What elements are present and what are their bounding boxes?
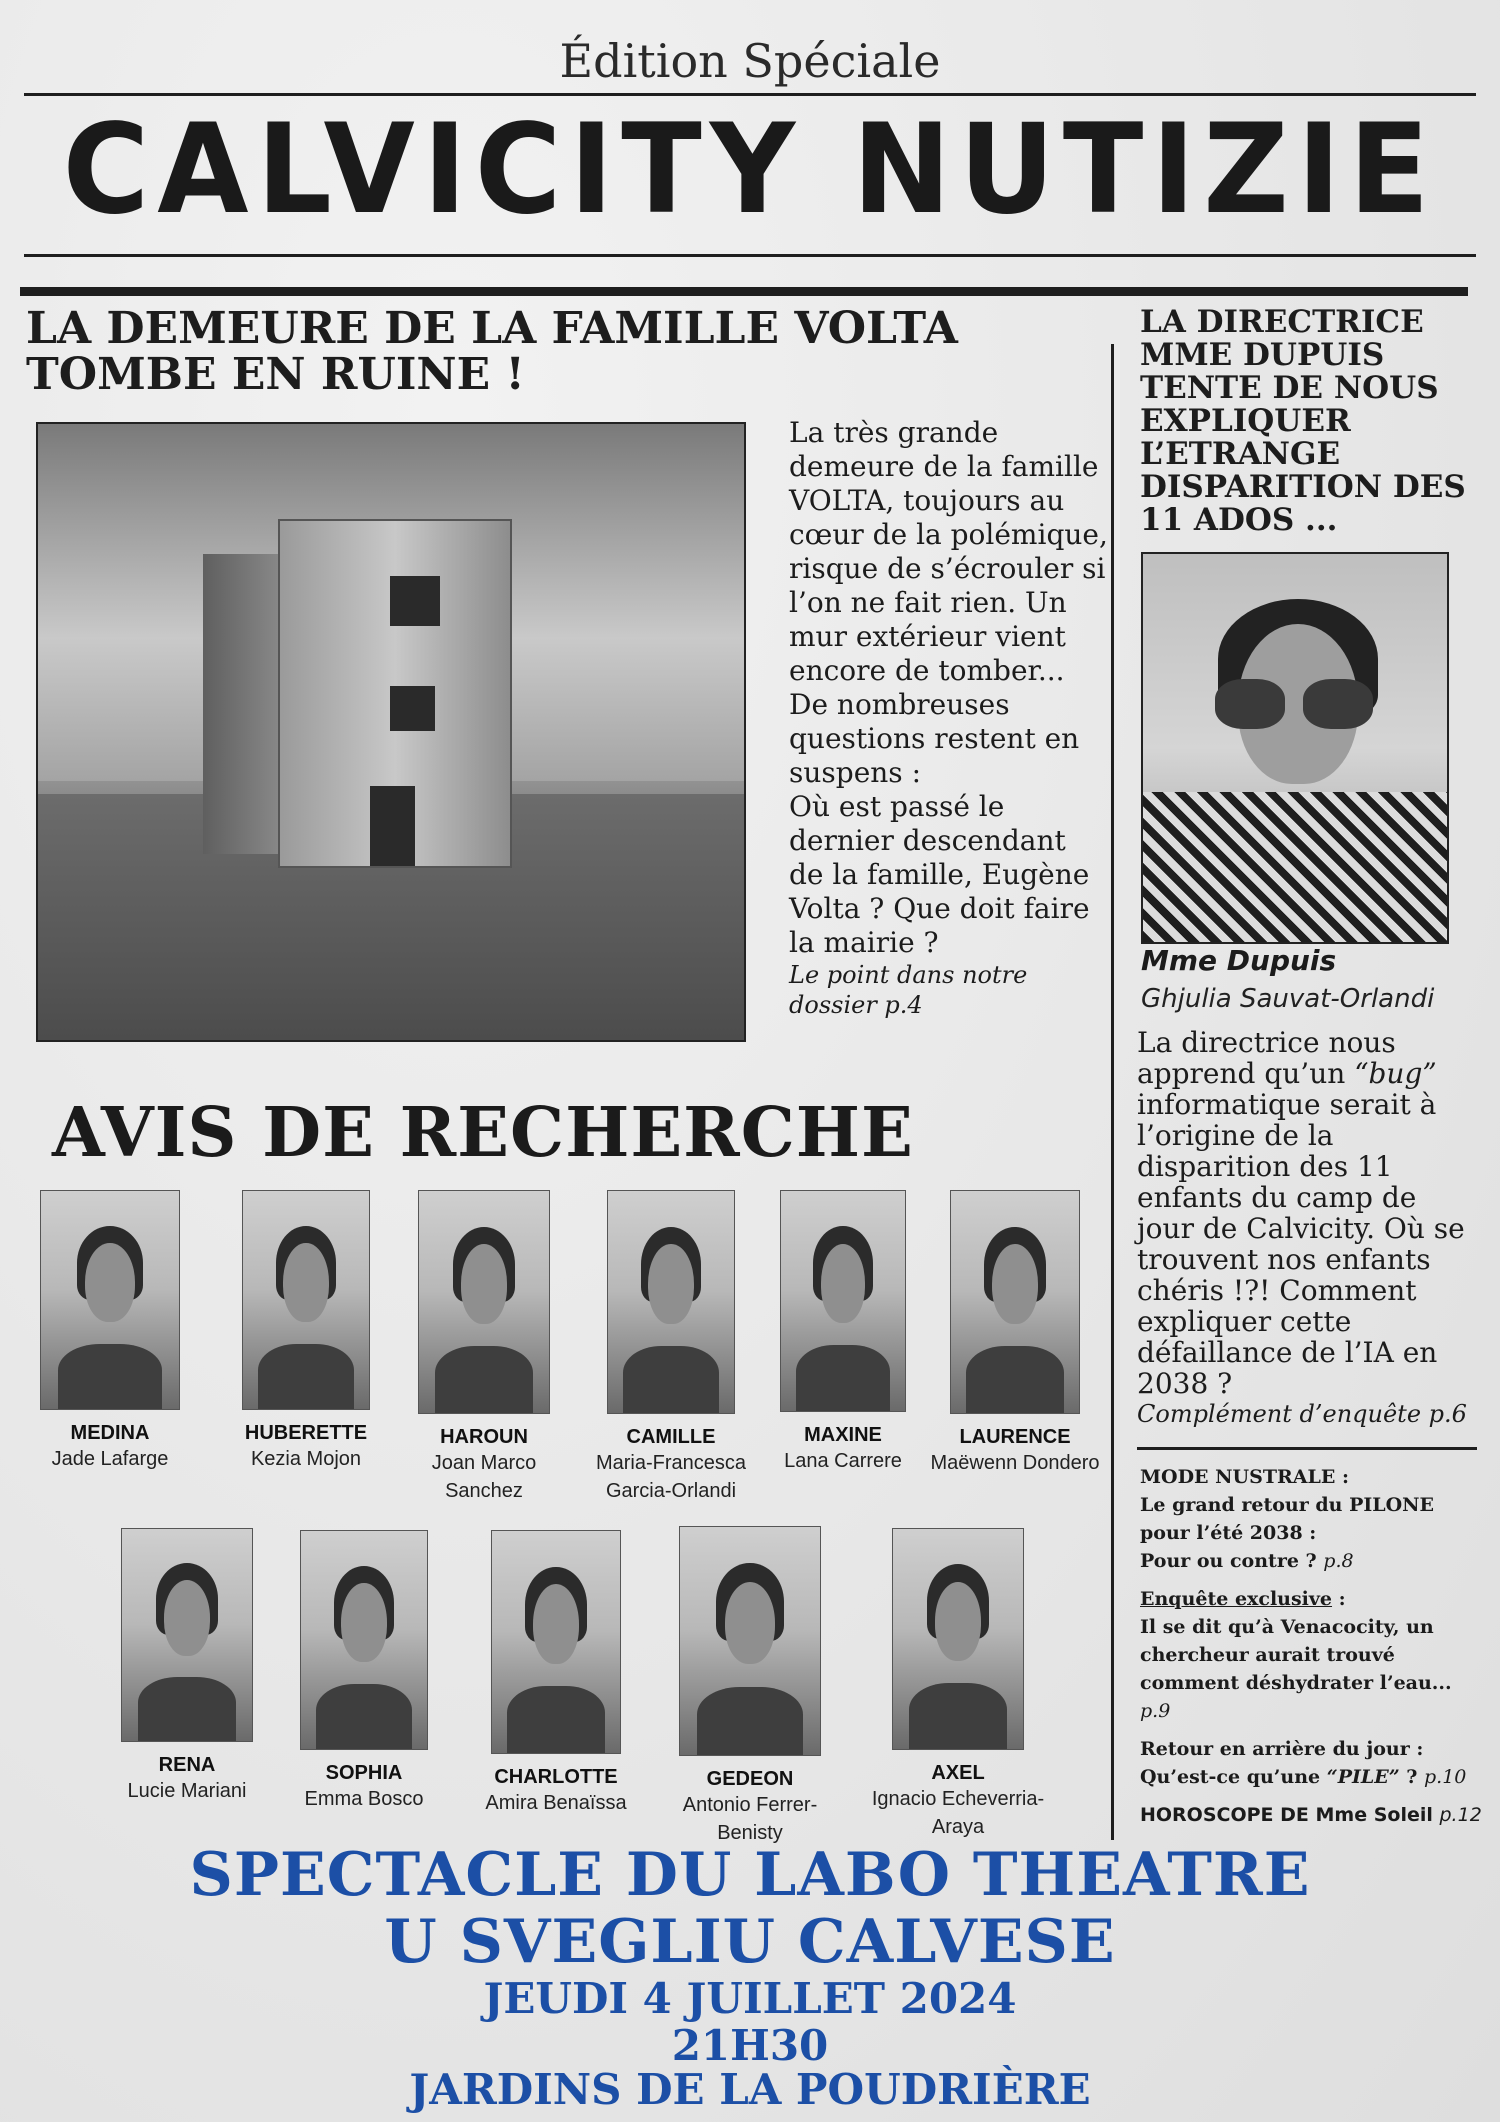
brief-enquete-text: Il se dit qu’à Venacocity, un chercheur aurait trouvé comment déshydrater l’eau... (1140, 1616, 1452, 1694)
brief-horoscope (1140, 1801, 1490, 1829)
brief-mode (1140, 1463, 1490, 1575)
kid-photo (892, 1528, 1024, 1750)
brief-retour-page: p.10 (1424, 1766, 1467, 1788)
brief-enquete (1140, 1585, 1490, 1725)
wanted-card (226, 1190, 386, 1473)
show-place: JARDINS DE LA POUDRIÈRE (409, 2065, 1091, 2114)
wanted-card (110, 1528, 264, 1805)
portrait-caption-actor: Ghjulia Sauvat-Orlandi (1141, 984, 1435, 1014)
main-article-text: La très grande demeure de la famille VOLTA, toujours au cœur de la polémique, risque de s’écrouler si l’on ne fait rien. Un mur extérieur vient encore de tomber... De nombreuses questions restent en suspens : (789, 416, 1108, 789)
photo-window (390, 576, 440, 626)
kid-actor: Lucie Mariani (127, 1780, 247, 1802)
kid-actor: Ignacio Echeverria-Araya (871, 1788, 1045, 1838)
sidebar-text-1: La directrice nous apprend qu’un (1137, 1026, 1396, 1090)
kid-name: HAROUN (440, 1426, 528, 1448)
photo-window (390, 686, 435, 731)
sidebar-article-body (1137, 1027, 1482, 1429)
kid-photo (242, 1190, 370, 1410)
kid-name: HUBERETTE (244, 1422, 368, 1444)
kid-photo (491, 1530, 621, 1754)
kid-photo (121, 1528, 253, 1742)
kid-actor: Amira Benaïssa (485, 1792, 627, 1814)
sidebar-text-bug: “bug” (1354, 1057, 1437, 1090)
main-headline-line2: TOMBE EN RUINE ! (26, 349, 525, 400)
wanted-card (290, 1530, 438, 1813)
wanted-card (666, 1526, 834, 1847)
top-rule (24, 93, 1476, 96)
sidebar-text-2: informatique serait à l’origine de la disparition des 11 enfants du camp de jour de Calvicity. Où se trouvent nos enfants chéris !?! Comment expliquer cette défaillance de l’IA en 2038 ? (1137, 1088, 1465, 1400)
brief-enquete-title: Enquête exclusive (1140, 1588, 1333, 1610)
kid-name: CHARLOTTE (494, 1766, 618, 1788)
wanted-heading: AVIS DE RECHERCHE (52, 1093, 914, 1173)
kid-actor: Maëwenn Dondero (930, 1452, 1100, 1474)
kid-actor: Maria-Francesca Garcia-Orlandi (595, 1452, 747, 1502)
brief-enquete-colon: : (1332, 1588, 1346, 1610)
kid-name: CAMILLE (626, 1426, 716, 1448)
kid-name: GEDEON (706, 1768, 794, 1790)
brief-mode-title: MODE NUSTRALE : (1140, 1466, 1349, 1488)
sidebar-briefs (1140, 1463, 1490, 1839)
main-article-body (789, 416, 1109, 1020)
brief-retour-text: Retour en arrière du jour : (1140, 1738, 1424, 1760)
photo-house-side (203, 554, 283, 854)
brief-mode-question: Pour ou contre ? (1140, 1550, 1317, 1572)
brief-horoscope-page: p.12 (1439, 1804, 1482, 1826)
portrait-scarf (1143, 792, 1447, 942)
ruined-house-photo (36, 422, 746, 1042)
edition-label: Édition Spéciale (559, 34, 941, 88)
brief-enquete-page: p.9 (1140, 1700, 1171, 1722)
show-title-line2: U SVEGLIU CALVESE (384, 1907, 1116, 1977)
kid-name: SOPHIA (325, 1762, 403, 1784)
kid-name: AXEL (931, 1762, 985, 1784)
show-title-line1: SPECTACLE DU LABO THEATRE (189, 1840, 1311, 1910)
wanted-card (404, 1190, 564, 1505)
kid-name: MEDINA (70, 1422, 150, 1444)
main-article-text-2: Où est passé le dernier descendant de la famille, Eugène Volta ? Que doit faire la mairie ? (789, 790, 1090, 959)
brief-retour-question: Qu’est-ce qu’une (1140, 1766, 1321, 1788)
masthead-rule (24, 254, 1476, 257)
kid-actor: Antonio Ferrer-Benisty (682, 1794, 818, 1844)
kid-actor: Jade Lafarge (51, 1448, 169, 1470)
main-headline-line1: LA DEMEURE DE LA FAMILLE VOLTA (26, 303, 958, 354)
main-article-note: Le point dans notre dossier p.4 (789, 961, 1028, 1019)
column-divider (1111, 344, 1114, 1840)
kid-actor: Kezia Mojon (250, 1448, 362, 1470)
wanted-card (768, 1190, 918, 1475)
kid-photo (607, 1190, 735, 1414)
sidebar-headline: LA DIRECTRICE MME DUPUIS TENTE DE NOUS EXPLIQUER L’ETRANGE DISPARITION DES 11 ADOS ... (1140, 304, 1466, 538)
wanted-card (40, 1190, 180, 1473)
kid-photo (679, 1526, 821, 1756)
brief-horoscope-title: HOROSCOPE DE Mme Soleil (1140, 1804, 1433, 1826)
brief-mode-text: Le grand retour du PILONE pour l’été 2038 : (1140, 1494, 1435, 1544)
kid-photo (40, 1190, 180, 1410)
sunglasses-icon (1215, 679, 1375, 729)
photo-window (370, 786, 415, 866)
wanted-card (578, 1190, 764, 1505)
show-date: JEUDI 4 JUILLET 2024 (483, 1974, 1017, 2023)
portrait-caption-name: Mme Dupuis (1141, 944, 1337, 977)
dupuis-portrait (1141, 552, 1449, 944)
thick-rule (20, 287, 1468, 296)
kid-name: RENA (158, 1754, 216, 1776)
kid-photo (300, 1530, 428, 1750)
sidebar-divider (1137, 1447, 1477, 1450)
kid-actor: Emma Bosco (304, 1788, 424, 1810)
brief-retour-mark: ? (1399, 1766, 1418, 1788)
main-headline (26, 303, 1086, 400)
kid-photo (418, 1190, 550, 1414)
masthead-title: CALVICITY NUTIZIE (62, 96, 1438, 242)
kid-actor: Joan Marco Sanchez (431, 1452, 537, 1502)
sidebar-article-note: Complément d’enquête p.6 (1137, 1400, 1467, 1428)
wanted-card (470, 1530, 642, 1817)
kid-photo (950, 1190, 1080, 1414)
kid-photo (780, 1190, 906, 1412)
kid-actor: Lana Carrere (784, 1450, 902, 1472)
wanted-card (860, 1528, 1056, 1841)
brief-mode-page: p.8 (1323, 1550, 1354, 1572)
brief-retour (1140, 1735, 1490, 1791)
kid-name: LAURENCE (959, 1426, 1071, 1448)
show-time: 21H30 (671, 2021, 829, 2070)
brief-retour-pile: “PILE” (1326, 1766, 1400, 1788)
wanted-card (918, 1190, 1112, 1477)
photo-house (278, 519, 512, 868)
kid-name: MAXINE (804, 1424, 882, 1446)
